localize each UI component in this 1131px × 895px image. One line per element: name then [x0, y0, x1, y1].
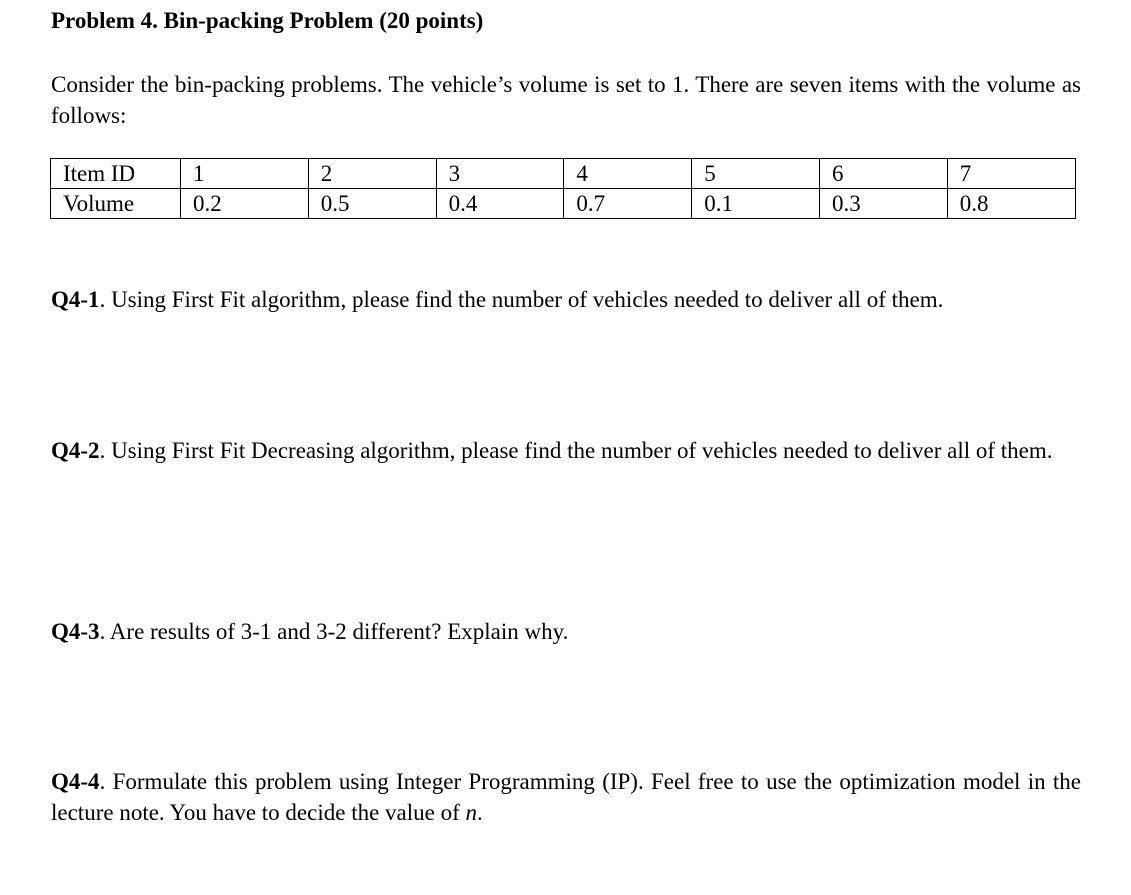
problem-title: Problem 4. Bin-packing Problem (20 points): [51, 8, 484, 33]
item-id-row: [51, 159, 1076, 189]
row-label-volume: Volume: [51, 189, 181, 219]
question-label: Q4-1: [51, 287, 100, 312]
item-id-cell: 6: [819, 159, 947, 189]
question-label: Q4-2: [51, 438, 100, 463]
question-q4-4: [51, 766, 1081, 828]
volume-row: [51, 189, 1076, 219]
item-id-cell: 1: [181, 159, 309, 189]
item-id-cell: 2: [308, 159, 436, 189]
item-volume-table: [50, 158, 1076, 219]
item-id-cell: 7: [947, 159, 1075, 189]
question-q4-1: [51, 284, 1081, 315]
item-id-cell: 5: [692, 159, 820, 189]
volume-cell: 0.7: [564, 189, 692, 219]
volume-cell: 0.1: [692, 189, 820, 219]
volume-cell: 0.8: [947, 189, 1075, 219]
question-q4-2: [51, 435, 1081, 466]
volume-cell: 0.2: [181, 189, 309, 219]
question-text: . Are results of 3-1 and 3-2 different? Explain why.: [99, 619, 569, 644]
volume-cell: 0.3: [819, 189, 947, 219]
question-label: Q4-4: [51, 769, 100, 794]
problem-intro: Consider the bin-packing problems. The vehicle’s volume is set to 1. There are seven items with the volume as follows:: [51, 72, 1081, 128]
math-variable-n: n: [465, 800, 478, 825]
item-id-cell: 3: [436, 159, 564, 189]
item-id-cell: 4: [564, 159, 692, 189]
question-end: .: [477, 800, 483, 825]
question-text: . Using First Fit Decreasing algorithm, please find the number of vehicles needed to deliver all of them.: [99, 438, 1053, 463]
question-label: Q4-3: [51, 619, 100, 644]
volume-cell: 0.4: [436, 189, 564, 219]
question-text: . Using First Fit algorithm, please find the number of vehicles needed to deliver all of them.: [99, 287, 944, 312]
question-q4-3: [51, 616, 1081, 647]
volume-cell: 0.5: [308, 189, 436, 219]
question-text: . Formulate this problem using Integer Programming (IP). Feel free to use the optimization model in the lecture note. You have to decide the value of: [51, 769, 1081, 825]
row-label-item-id: Item ID: [51, 159, 181, 189]
